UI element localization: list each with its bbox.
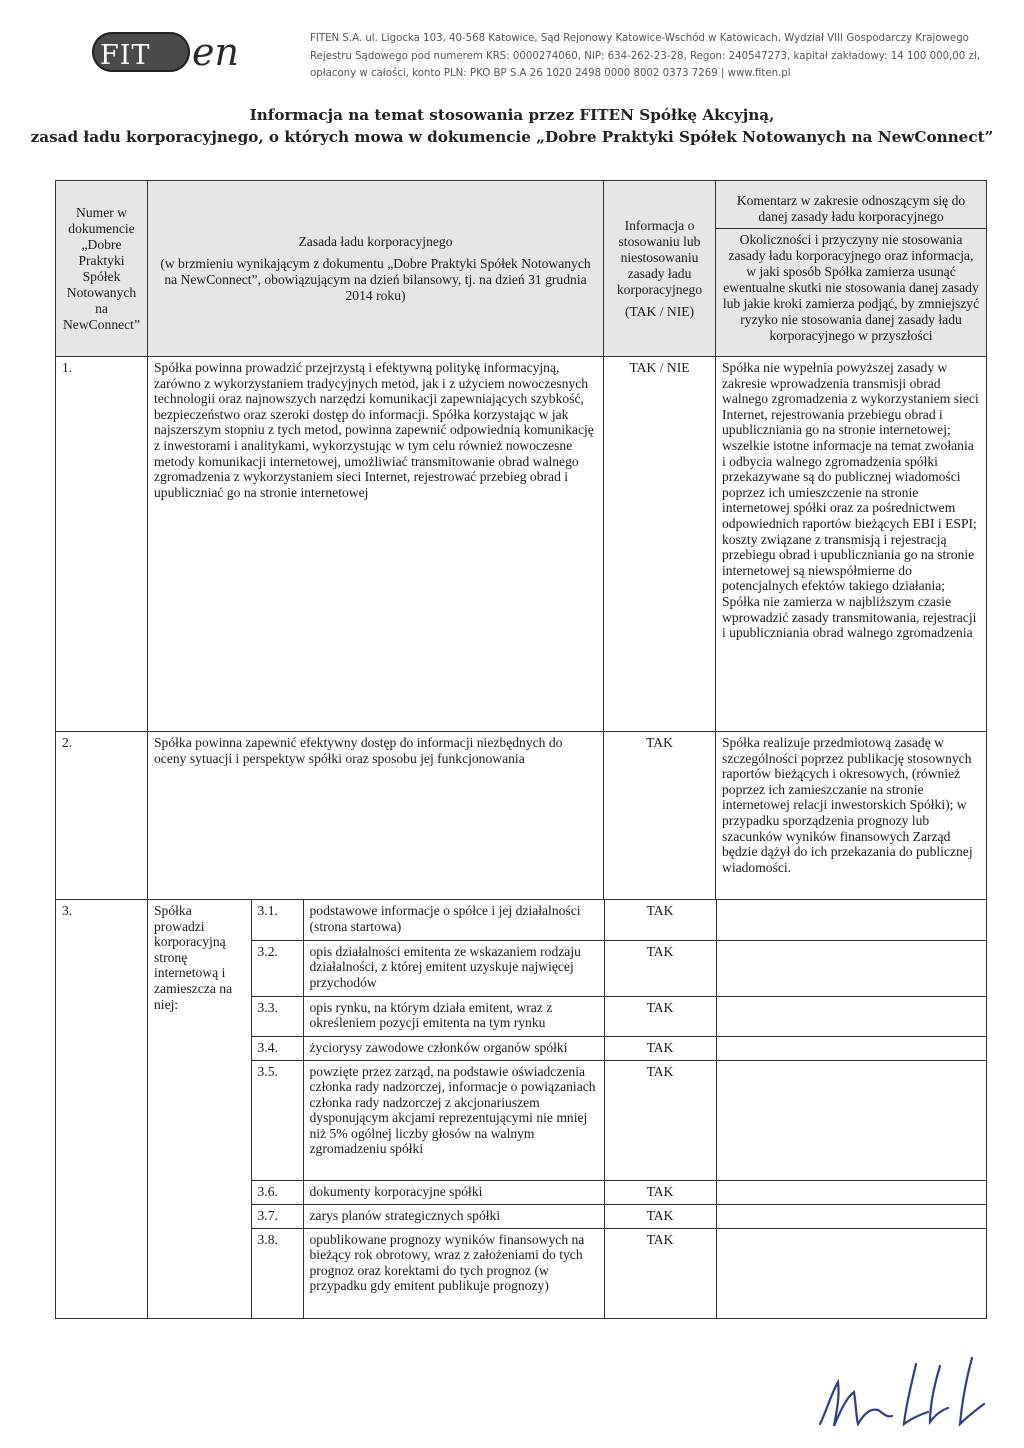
table-row <box>56 900 987 1319</box>
logo-fit-text: FIT <box>100 40 151 71</box>
document-title-line-1: Informacja na temat stosowania przez FITEN Spółkę Akcyjną, <box>249 106 775 124</box>
governance-table <box>55 180 987 1319</box>
sub-code: 3.4. <box>251 1036 303 1060</box>
header-comment-subtitle: Okoliczności i przyczyny nie stosowania zasady ładu korporacyjnego oraz informacja, w jaki sposób Spółka zamierza usunąć ewentualne skutki nie stosowania danej zasady lub jakie kroki zamierza podjąć, by zmniejszyć ryzyko nie stosowania danej zasady ładu korporacyjnego w przyszłości <box>722 232 980 343</box>
sub-comment <box>716 1036 987 1060</box>
sub-text: zarys planów strategicznych spółki <box>303 1204 604 1228</box>
sub-text: powzięte przez zarząd, na podstawie oświadczenia członka rady nadzorczej, informacje o powiązaniach członka rady nadzorczej z akcjonariuszem dysponującym akcjami reprezentującymi nie mniej niż 5% ogólnej liczby głosów na walnym zgromadzeniu spółki <box>303 1060 604 1180</box>
header-info <box>604 181 716 357</box>
header-info-subtitle: (TAK / NIE) <box>624 303 695 319</box>
table-row <box>56 357 987 732</box>
row-3-subtable <box>148 900 987 1318</box>
sub-row <box>148 900 987 940</box>
sub-text: życiorysy zawodowe członków organów spółki <box>303 1036 604 1060</box>
document-title-line-2: zasad ładu korporacyjnego, o których mowa w dokumencie „Dobre Praktyki Spółek Notowanych na NewConnect” <box>30 128 994 146</box>
row-comment: Spółka nie wypełnia powyższej zasady w zakresie wprowadzenia transmisji obrad walnego zgromadzenia z wykorzystaniem sieci Internet, rejestrowania przebiegu obrad i upubliczniania go na stronie internetowej; wszelkie istotne informacje na temat zwołania i odbycia walnego zgromadzenia spółki przekazywane są do publicznej wiadomości poprzez ich umieszczenie na stronie internetowej spółki oraz za pośrednictwem odpowiednich raportów bieżących EBI i ESPI; koszty związane z transmisją i rejestracją przebiegu obrad i upubliczniania go na stronie internetowej są niewspółmierne do potencjalnych efektów takiego działania; Spółka nie zamierza w najbliższym czasie wprowadzić zasady transmitowania, rejestracji i upubliczniania obrad walnego zgromadzenia <box>716 357 987 732</box>
table-header-row <box>56 181 987 357</box>
sub-comment <box>716 940 987 996</box>
sub-comment <box>716 900 987 940</box>
sub-comment <box>716 1180 987 1204</box>
sub-row <box>148 1228 987 1318</box>
row-number: 1. <box>56 357 148 732</box>
header-num: Numer w dokumencie „Dobre Praktyki Spółek Notowanych na NewConnect” <box>56 181 148 357</box>
sub-info: TAK <box>604 1060 716 1180</box>
sub-comment <box>716 996 987 1036</box>
row-info: TAK <box>604 732 716 900</box>
sub-row <box>148 940 987 996</box>
sub-row <box>148 1060 987 1180</box>
row-comment: Spółka realizuje przedmiotową zasadę w szczególności poprzez publikację stosownych raportów bieżących i okresowych, (również poprzez ich zamieszczanie na stronie internetowej relacji inwestorskich Spółki); w przypadku sporządzenia prognozy lub szacunków wyników finansowych Zarząd będzie dążył do ich przekazania do publicznej wiadomości. <box>716 732 987 900</box>
header-rule-subtitle: (w brzmieniu wynikającym z dokumentu „Dobre Praktyki Spółek Notowanych na NewConnect”, obowiązującym na dzień bilansowy, tj. na dzień 31 grudnia 2014 roku) <box>160 255 591 303</box>
sub-code: 3.2. <box>251 940 303 996</box>
signature-image <box>812 1352 992 1432</box>
logo-en-text: en <box>192 30 239 74</box>
logo-badge <box>92 32 190 72</box>
row-info: TAK / NIE <box>604 357 716 732</box>
sub-text: opublikowane prognozy wyników finansowych na bieżący rok obrotowy, wraz z założeniami do tych prognoz oraz korektami do tych prognoz (w przypadku gdy emitent publikuje prognozy) <box>303 1228 604 1318</box>
sub-info: TAK <box>604 940 716 996</box>
sub-row <box>148 1036 987 1060</box>
company-info-line-1: FITEN S.A. ul. Ligocka 103, 40-568 Katowice, Sąd Rejonowy Katowice-Wschód w Katowicach, Wydział VIII Gospodarczy Krajowego <box>310 33 969 44</box>
sub-text: opis działalności emitenta ze wskazaniem rodzaju działalności, z której emitent uzyskuje najwięcej przychodów <box>303 940 604 996</box>
header-comment-title: Komentarz w zakresie odnoszącym się do danej zasady ładu korporacyjnego <box>716 190 986 229</box>
row-number: 2. <box>56 732 148 900</box>
sub-comment <box>716 1228 987 1318</box>
sub-info: TAK <box>604 1180 716 1204</box>
sub-text: dokumenty korporacyjne spółki <box>303 1180 604 1204</box>
sub-info: TAK <box>604 1204 716 1228</box>
table-row <box>56 732 987 900</box>
sub-row <box>148 1204 987 1228</box>
header-rule-title: Zasada ładu korporacyjnego <box>298 233 453 249</box>
header-comment <box>716 181 987 357</box>
sub-comment <box>716 1060 987 1180</box>
sub-code: 3.1. <box>251 900 303 940</box>
company-info-line-2: Rejestru Sądowego pod numerem KRS: 0000274060, NIP: 634-262-23-28, Regon: 240547273, kapitał zakładowy: 14 100 000,00 zł, <box>310 50 980 62</box>
company-info <box>310 30 1000 83</box>
row-3-intro: Spółka prowadzi korporacyjną stronę internetową i zamieszcza na niej: <box>148 900 251 1318</box>
sub-row <box>148 1180 987 1204</box>
company-logo <box>92 28 262 78</box>
sub-code: 3.7. <box>251 1204 303 1228</box>
header-rule <box>148 181 604 357</box>
sub-comment <box>716 1204 987 1228</box>
sub-code: 3.6. <box>251 1180 303 1204</box>
sub-text: podstawowe informacje o spółce i jej działalności (strona startowa) <box>303 900 604 940</box>
sub-info: TAK <box>604 1036 716 1060</box>
sub-info: TAK <box>604 996 716 1036</box>
row-number: 3. <box>56 900 148 1319</box>
header-info-title: Informacja o stosowaniu lub niestosowaniu zasady ładu korporacyjnego <box>616 217 703 297</box>
sub-code: 3.3. <box>251 996 303 1036</box>
sub-row <box>148 996 987 1036</box>
sub-code: 3.5. <box>251 1060 303 1180</box>
company-info-line-3: opłacony w całości, konto PLN: PKO BP S.A 26 1020 2498 0000 8002 0373 7269 | www.fiten.pl <box>310 68 791 79</box>
sub-info: TAK <box>604 1228 716 1318</box>
row-3-content <box>148 900 987 1319</box>
sub-code: 3.8. <box>251 1228 303 1318</box>
sub-text: opis rynku, na którym działa emitent, wraz z określeniem pozycji emitenta na tym rynku <box>303 996 604 1036</box>
sub-info: TAK <box>604 900 716 940</box>
row-rule: Spółka powinna prowadzić przejrzystą i efektywną politykę informacyjną, zarówno z wykorzystaniem tradycyjnych metod, jak i z użyciem nowoczesnych technologii oraz najnowszych narzędzi komunikacji zapewniających szybkość, bezpieczeństwo oraz szeroki dostęp do informacji. Spółka korzystając w jak najszerszym stopniu z tych metod, powinna zapewnić odpowiednią komunikację z inwestorami i analitykami, wykorzystując w tym celu również nowoczesne metody komunikacji internetowej, umożliwiać transmitowanie obrad walnego zgromadzenia z wykorzystaniem sieci Internet, rejestrować przebieg obrad i upubliczniać go na stronie internetowej <box>148 357 604 732</box>
row-rule: Spółka powinna zapewnić efektywny dostęp do informacji niezbędnych do oceny sytuacji i perspektyw spółki oraz sposobu jej funkcjonowania <box>148 732 604 900</box>
